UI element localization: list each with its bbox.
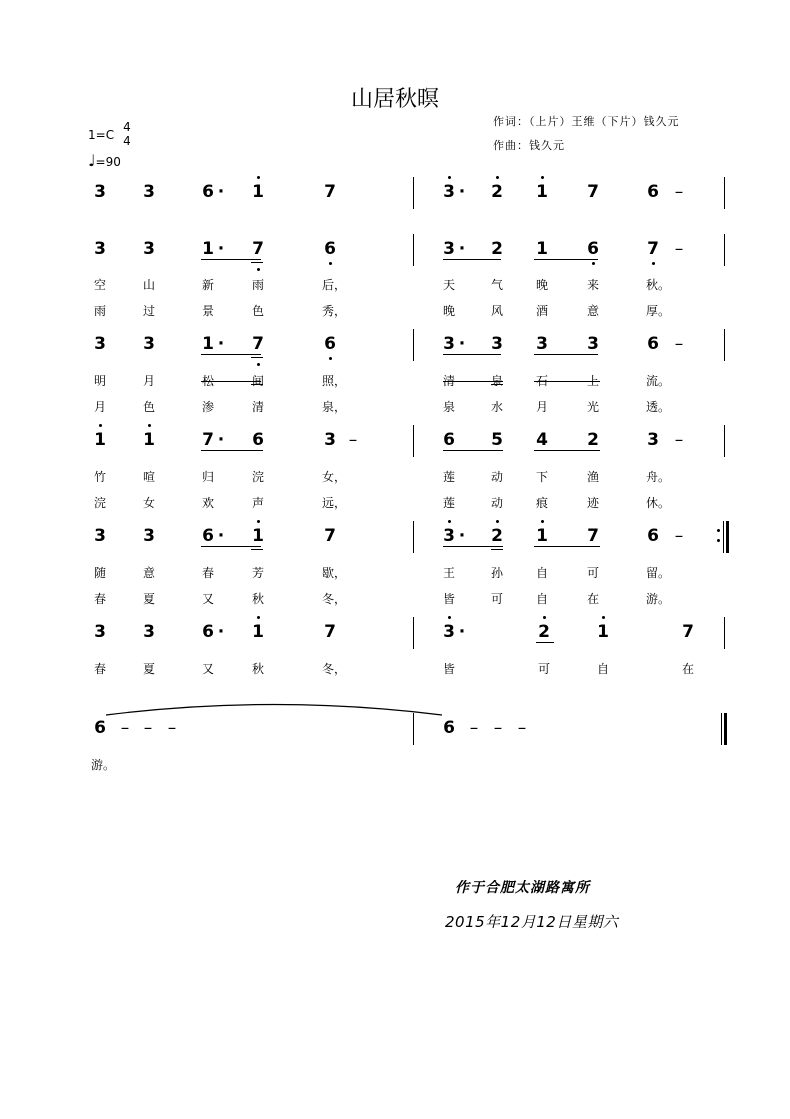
underline [534, 259, 598, 260]
composition-date: 2015年12月12日星期六 [445, 913, 619, 931]
barline [413, 329, 414, 361]
underline [491, 549, 503, 550]
underline [534, 546, 600, 547]
barline [413, 617, 414, 649]
score-row-2 [0, 238, 790, 270]
note: 7 [324, 526, 336, 546]
note: 3 [94, 526, 106, 546]
note: 1 [248, 621, 268, 643]
dash: – [167, 718, 177, 738]
note: 6 [202, 622, 214, 642]
time-signature [121, 120, 133, 148]
barline [413, 177, 414, 209]
barline [724, 425, 725, 457]
aug-dot: · [217, 526, 225, 546]
barline [413, 713, 414, 745]
note: 6 [583, 238, 603, 260]
underline [201, 450, 263, 451]
aug-dot: · [458, 622, 466, 642]
note: 3 [536, 334, 548, 354]
underline [251, 549, 263, 550]
aug-dot: · [217, 334, 225, 354]
aug-dot: · [458, 334, 466, 354]
note: 3 [143, 182, 155, 202]
note: 6 [252, 430, 264, 450]
note: 1 [139, 429, 159, 451]
note: 2 [487, 525, 507, 547]
note: 3 [143, 334, 155, 354]
song-title: 山居秋暝 [350, 87, 439, 112]
underline [201, 546, 261, 547]
underline [201, 354, 261, 355]
score-row-7 [0, 717, 790, 749]
lyricist-credit: 作词：（上片）王维（下片）钱久元 [493, 115, 680, 128]
note: 2 [587, 430, 599, 450]
note: 1 [593, 621, 613, 643]
note: 3 [491, 334, 503, 354]
lyric-line: 随 意 春 芳 歇， 王 孙 自 可 留。 [93, 566, 670, 580]
underline [534, 450, 600, 451]
note: 6 [647, 182, 659, 202]
dash: – [143, 718, 153, 738]
lyric-line: 竹 喧 归 浣 女， 莲 动 下 渔 舟。 [93, 470, 670, 484]
note: 3 [94, 182, 106, 202]
barline [413, 234, 414, 266]
dash: – [120, 718, 130, 738]
barline [724, 234, 725, 266]
dash: – [469, 718, 479, 738]
lyric-line: 明 月 松 间 照， 清 泉 石 上 流。 [93, 374, 670, 388]
dash: – [493, 718, 503, 738]
note: 1 [90, 429, 110, 451]
note: 3 [94, 622, 106, 642]
note: 3 [443, 334, 455, 354]
repeat-sign [717, 521, 731, 553]
barline [724, 617, 725, 649]
note: 7 [324, 182, 336, 202]
score-row-6 [0, 621, 790, 653]
tempo-value: =90 [95, 155, 121, 169]
note: 3 [143, 526, 155, 546]
final-barline [721, 713, 731, 745]
note: 1 [202, 239, 214, 259]
note: 6 [647, 334, 659, 354]
dash: – [674, 182, 684, 202]
aug-dot: · [217, 430, 225, 450]
note: 2 [487, 181, 507, 203]
lyric-line: 雨 过 景 色 秀， 晚 风 酒 意 厚。 [93, 304, 670, 318]
meter-top: 4 [123, 120, 131, 134]
dash: – [517, 718, 527, 738]
note: 7 [202, 430, 214, 450]
lyric-line: 浣 女 欢 声 远， 莲 动 痕 迹 休。 [93, 496, 670, 510]
aug-dot: · [217, 239, 225, 259]
note: 3 [439, 525, 459, 547]
score-row-5 [0, 525, 790, 557]
note: 7 [587, 526, 599, 546]
note: 1 [202, 334, 214, 354]
underline [443, 354, 501, 355]
underline [251, 262, 263, 263]
note: 3 [94, 239, 106, 259]
note: 7 [682, 622, 694, 642]
note: 6 [320, 333, 340, 355]
dash: – [674, 526, 684, 546]
note: 2 [491, 239, 503, 259]
underline [443, 546, 503, 547]
note: 3 [439, 181, 459, 203]
note: 3 [324, 430, 336, 450]
score-row-3 [0, 333, 790, 365]
score-row-1 [0, 181, 790, 213]
aug-dot: · [458, 526, 466, 546]
lyric-line: 春 夏 又 秋 冬， 皆 可 自 在 [93, 662, 694, 676]
dash: – [674, 430, 684, 450]
note: 6 [443, 430, 455, 450]
note: 1 [536, 239, 548, 259]
quarter-note-icon: ♩ [88, 151, 96, 170]
underline [201, 259, 261, 260]
note: 3 [439, 621, 459, 643]
note: 6 [202, 182, 214, 202]
underline [443, 259, 501, 260]
barline [724, 329, 725, 361]
note: 1 [248, 181, 268, 203]
note: 1 [532, 181, 552, 203]
composer-credit: 作曲：钱久元 [493, 139, 565, 152]
aug-dot: · [458, 239, 466, 259]
note: 1 [248, 525, 268, 547]
composition-place: 作于合肥太湖路寓所 [455, 880, 590, 896]
note: 6 [94, 718, 106, 738]
note: 3 [587, 334, 599, 354]
lyric-line: 月 色 渗 清 泉， 泉 水 月 光 透。 [93, 400, 670, 414]
barline [413, 425, 414, 457]
lyric-line: 春 夏 又 秋 冬， 皆 可 自 在 游。 [93, 592, 670, 606]
note: 5 [491, 430, 503, 450]
note: 4 [536, 430, 548, 450]
note: 7 [248, 238, 268, 260]
note: 7 [324, 622, 336, 642]
barline [724, 177, 725, 209]
aug-dot: · [217, 182, 225, 202]
lyric-line: 空 山 新 雨 后， 天 气 晚 来 秋。 [93, 278, 670, 292]
note: 1 [532, 525, 552, 547]
note: 6 [647, 526, 659, 546]
lyric-line: 游。 [90, 758, 115, 772]
note: 7 [587, 182, 599, 202]
meter-bottom: 4 [123, 134, 131, 148]
note: 3 [94, 334, 106, 354]
barline [413, 521, 414, 553]
score-row-4 [0, 429, 790, 461]
dash: – [348, 430, 358, 450]
dash: – [674, 334, 684, 354]
underline [251, 357, 263, 358]
aug-dot: · [217, 622, 225, 642]
note: 3 [143, 622, 155, 642]
tempo-marking [88, 151, 121, 170]
note: 6 [202, 526, 214, 546]
note: 2 [534, 621, 554, 643]
note: 7 [643, 238, 663, 260]
note: 3 [143, 239, 155, 259]
note: 7 [248, 333, 268, 355]
dash: – [674, 239, 684, 259]
note: 3 [443, 239, 455, 259]
note: 3 [647, 430, 659, 450]
underline [536, 642, 554, 643]
underline [443, 450, 503, 451]
aug-dot: · [458, 182, 466, 202]
note: 6 [443, 718, 455, 738]
tie-arc [104, 702, 444, 716]
underline [534, 354, 598, 355]
key-signature: 1=C [88, 128, 115, 142]
note: 6 [320, 238, 340, 260]
